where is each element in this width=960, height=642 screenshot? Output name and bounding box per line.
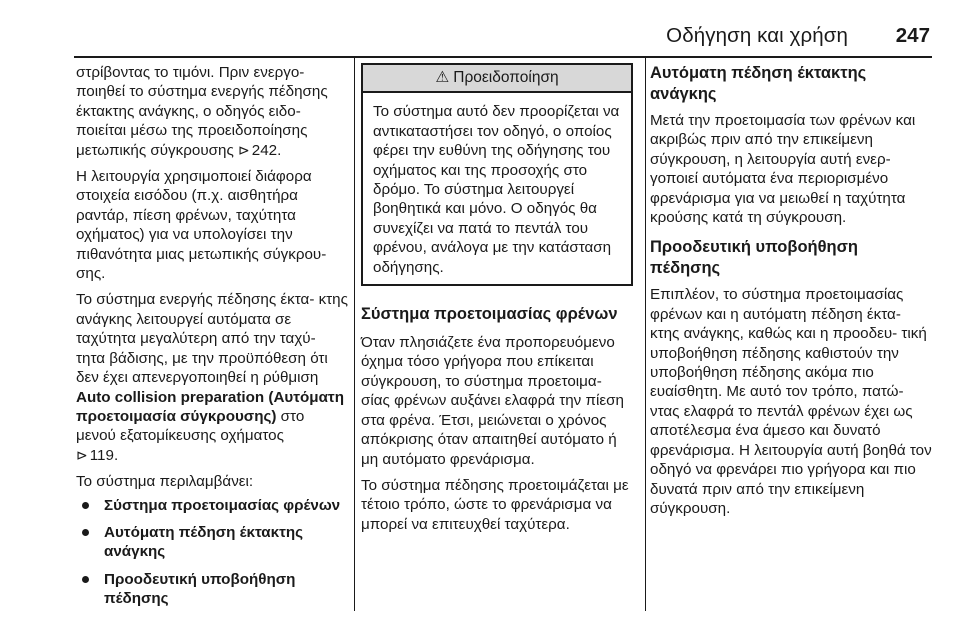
page-reference-link[interactable]: 242. — [251, 141, 282, 159]
list-item: Σύστημα προετοιμασίας φρένων — [104, 496, 348, 515]
feature-list — [76, 496, 348, 609]
page-header — [0, 0, 960, 58]
column-left — [76, 63, 348, 617]
warning-text: Το σύστημα αυτό δεν προορίζεται να αντικαταστήσει τον οδηγό, ο οποίος φέρει την ευθύνη της οδήγησης του οχήματος και της προσοχής στο δρόμο. Το σύστημα λειτουργεί βοηθητικά και μόνο. Ο οδηγός θα συνεχίζει να πατά το πεντάλ του φρένου, ανάλογα με την κατάσταση οδήγησης. — [373, 103, 620, 276]
warning-title: Προειδοποίηση — [453, 69, 559, 86]
warning-header — [363, 65, 631, 93]
section-title: Οδήγηση και χρήση — [666, 24, 848, 47]
column-right — [650, 63, 932, 525]
paragraph: Το σύστημα πέδησης προετοιμάζεται με τέτοιο τρόπο, ώστε το φρενάρισμα να μπορεί να επιτευχθεί ταχύτερα. — [361, 476, 629, 533]
page-number: 247 — [895, 24, 930, 47]
column-divider-left — [354, 56, 355, 611]
paragraph: Το σύστημα ενεργής πέδησης έκτα- κτης ανάγκης λειτουργεί αυτόματα σε ταχύτητα μεγαλύτερη από την ταχύ- τητα βάδισης, με την προϋπόθεση ότι δεν έχει απενεργοποιηθεί η ρύθμιση Auto collision preparation (Αυτόματη προετοιμασία σύγκρουσης) στο μενού εξατομίκευσης οχήματος ⊳ 119. — [76, 291, 348, 464]
section-heading: Προοδευτική υποβοήθηση πέδησης — [650, 238, 858, 278]
paragraph: Η λειτουργία χρησιμοποιεί διάφορα στοιχεία εισόδου (π.χ. αισθητήρα ραντάρ, πίεση φρένων, ταχύτητα οχήματος) για να υπολογίσει την πιθανότητα μιας μετωπικής σύγκρου- σης. — [76, 168, 327, 283]
reference-arrow-icon: ⊳ — [76, 446, 88, 463]
column-divider-right — [645, 56, 646, 611]
section-heading: Αυτόματη πέδηση έκτακτης ανάγκης — [650, 64, 867, 103]
section-heading: Σύστημα προετοιμασίας φρένων — [361, 305, 618, 324]
reference-arrow-icon: ⊳ — [238, 141, 250, 158]
warning-triangle-icon: ⚠ — [435, 69, 450, 86]
list-item: Προοδευτική υποβοήθηση πέδησης — [104, 570, 348, 609]
paragraph: στρίβοντας το τιμόνι. Πριν ενεργο- ποιηθεί το σύστημα ενεργής πέδησης έκτακτης ανάγκης, ο οδηγός ειδο- ποιείται μέσω της προειδοποίησης μετωπικής σύγκρουσης ⊳ 242. — [76, 64, 328, 159]
column-middle — [361, 63, 633, 541]
paragraph: Μετά την προετοιμασία των φρένων και ακριβώς πριν από την επικείμενη σύγκρουση, η λειτουργία αυτή ενερ- γοποιεί αυτόματα ένα περιορισμένο φρενάρισμα για να μειωθεί η ταχύτητα κρούσης κατά τη σύγκρουση. — [650, 112, 916, 227]
header-rule — [74, 56, 932, 58]
paragraph: Όταν πλησιάζετε ένα προπορευόμενο όχημα τόσο γρήγορα που επίκειται σύγκρουση, το σύστημα προετοιμα- σίας φρένων αυξάνει ελαφρά την πίεση στα φρένα. Έτσι, μειώνεται ο χρόνος απόκρισης όταν απαιτηθεί αυτόματο ή μη αυτόματο φρενάρισμα. — [361, 334, 624, 468]
list-item: Αυτόματη πέδηση έκτακτης ανάγκης — [104, 523, 348, 562]
warning-box — [361, 63, 633, 286]
paragraph: Επιπλέον, το σύστημα προετοιμασίας φρένων και η αυτόματη πέδηση έκτα- κτης ανάγκης, καθώς και η προοδευ- τική υποβοήθηση πέδησης καθιστούν την υποβοήθηση πέδησης ακόμα πιο ευαίσθητη. Με αυτό τον τρόπο, πατώ- ντας ελαφρά το πεντάλ φρένων έχει ως αποτέλεσμα ένα άμεσο και δυνατό φρενάρισμα. Η λειτουργία αυτή βοηθά τον οδηγό να φρενάρει πιο γρήγορα και πιο δυνατά πριν από την επικείμενη σύγκρουση. — [650, 286, 932, 517]
page-reference-link[interactable]: 119. — [89, 446, 119, 464]
paragraph: Το σύστημα περιλαμβάνει: — [76, 473, 254, 491]
menu-setting-name: Auto collision preparation (Αυτόματη προετοιμασία σύγκρουσης) — [76, 388, 344, 425]
